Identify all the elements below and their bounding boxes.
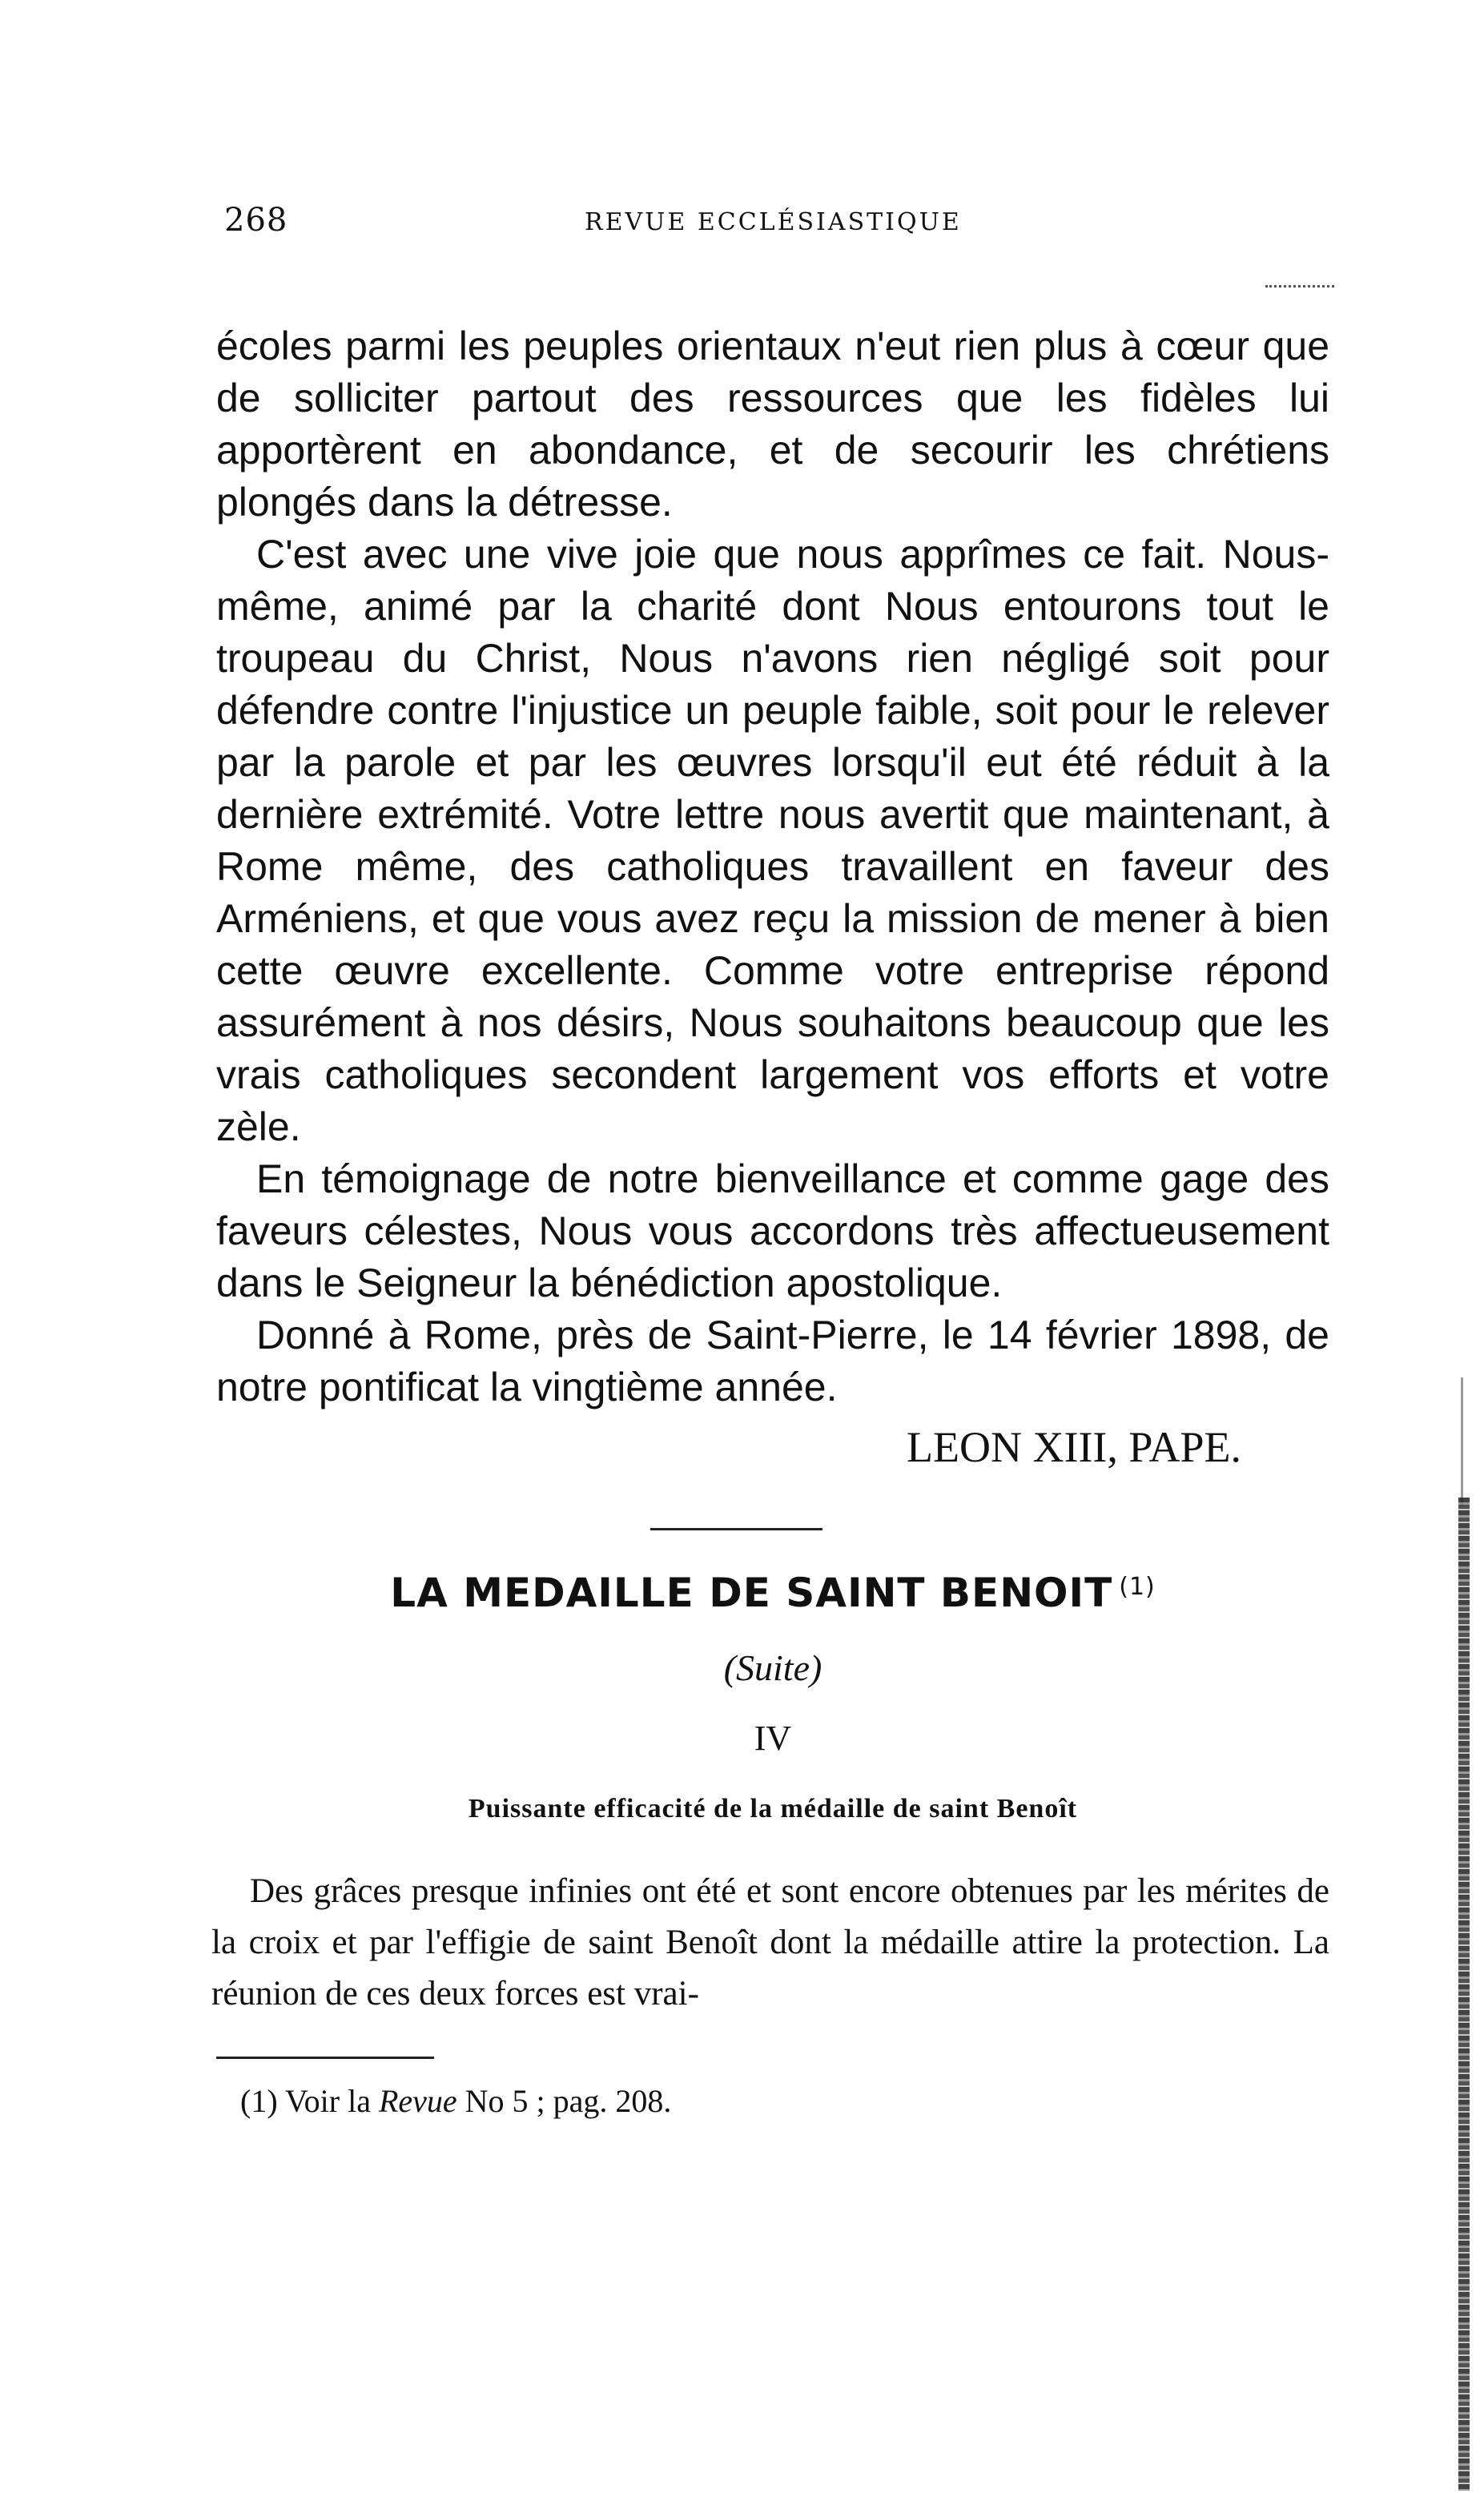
section-subheading: Puissante efficacité de la médaille de saint Benoît (468, 1794, 1078, 1824)
section-title (216, 1570, 1329, 1616)
section-title-note-marker: (1) (1119, 1573, 1156, 1601)
body-paragraph-3: En témoignage de notre bienveillance et comme gage des faveurs célestes, Nous vous accordons très affectueusement dans le Seigneur la bénédiction apostolique. (216, 1156, 1329, 1305)
header-ornament-dash (1265, 285, 1334, 287)
section-paragraph: Des grâces presque infinies ont été et sont encore obtenues par les mérites de la croix et par l'effigie de saint Benoît dont la médaille attire la protection. La réunion de ces deux forces est vrai- (211, 1872, 1329, 2012)
footnote-rule (216, 2057, 434, 2059)
section-divider-rule (650, 1528, 822, 1530)
footnote-journal: Revue (378, 2083, 457, 2119)
footnote (240, 2082, 1281, 2120)
footnote-text-after: No 5 ; pag. 208. (465, 2083, 672, 2119)
signature: LEON XIII, PAPE. (907, 1423, 1241, 1471)
binding-shadow-line (1461, 1377, 1463, 1506)
section-suite: (Suite) (723, 1647, 822, 1688)
body-paragraph-2: C'est avec une vive joie que nous apprîmes ce fait. Nous-même, animé par la charité dont Nous entourons tout le troupeau du Christ, Nous n'avons rien négligé soit pour défendre contre l'injustice un peuple faible, soit pour le relever par la parole et par les œuvres lorsqu'il eut été réduit à la dernière extrémité. Votre lettre nous avertit que maintenant, à Rome même, des catholiques travaillent en faveur des Arméniens, et que vous avez reçu la mission de mener à bien cette œuvre excellente. Comme votre entreprise répond assurément à nos désirs, Nous souhaitons beaucoup que les vrais catholiques secondent largement vos efforts et votre zèle. (216, 532, 1329, 1149)
binding-edge (1458, 1498, 1470, 2491)
body-paragraph-4: Donné à Rome, près de Saint-Pierre, le 14 février 1898, de notre pontificat la vingtième année. (216, 1313, 1329, 1409)
footnote-marker: (1) (240, 2083, 278, 2119)
letter-body (216, 320, 1329, 1474)
page-header (216, 202, 1329, 258)
section-body (211, 1866, 1329, 2020)
footnote-text-before: Voir la (284, 2083, 371, 2119)
section-roman-numeral: IV (754, 1719, 792, 1758)
body-paragraph-1: écoles parmi les peuples orientaux n'eut rien plus à cœur que de solliciter partout des ressources que les fidèles lui apportèrent en abondance, et de secourir les chrétiens plongés dans la détresse. (216, 324, 1329, 525)
running-head: REVUE ECCLÉSIASTIQUE (585, 208, 962, 236)
page-number: 268 (224, 202, 288, 239)
section-title-text: LA MEDAILLE DE SAINT BENOIT (390, 1570, 1113, 1616)
